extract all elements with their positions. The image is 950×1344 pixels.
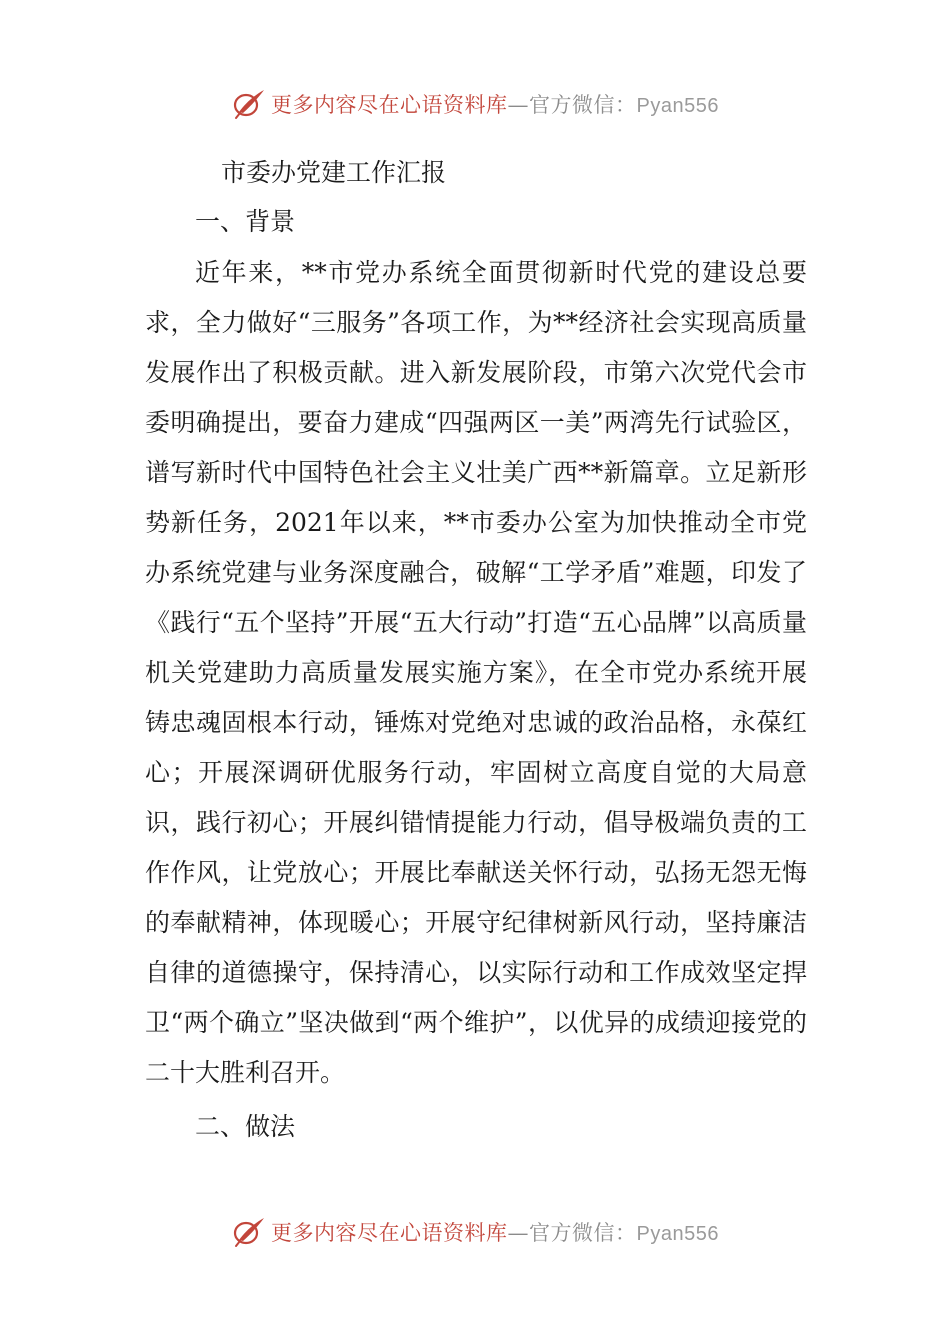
banner-gray-text: —官方微信： bbox=[507, 1221, 637, 1245]
document-title: 市委办党建工作汇报 bbox=[221, 158, 447, 187]
banner-red-text: 更多内容尽在心语资料库 bbox=[271, 1221, 508, 1245]
footer-watermark-banner bbox=[0, 1210, 950, 1254]
banner-text bbox=[271, 89, 719, 119]
section-heading-background: 一、背景 bbox=[195, 207, 296, 236]
banner-text bbox=[271, 1217, 719, 1247]
header-watermark-banner bbox=[0, 82, 950, 126]
banner-handle: Pyan556 bbox=[636, 95, 719, 117]
quill-logo-icon bbox=[231, 1214, 267, 1250]
section-heading-methods: 二、做法 bbox=[195, 1112, 296, 1141]
banner-handle: Pyan556 bbox=[636, 1223, 719, 1245]
banner-red-text: 更多内容尽在心语资料库 bbox=[271, 93, 508, 117]
quill-logo-icon bbox=[231, 86, 267, 122]
banner-gray-text: —官方微信： bbox=[507, 93, 637, 117]
background-paragraph: 近年来，**市党办系统全面贯彻新时代党的建设总要求，全力做好“三服务”各项工作，为**经济社会实现高质量发展作出了积极贡献。进入新发展阶段，市第六次党代会市委明确提出，要奋力建成“四强两区一美”两湾先行试验区，谱写新时代中国特色社会主义壮美广西**新篇章。立足新形势新任务，2021年以来，**市委办公室为加快推动全市党办系统党建与业务深度融合，破解“工学矛盾”难题，印发了《践行“五个坚持”开展“五大行动”打造“五心品牌”以高质量机关党建助力高质量发展实施方案》，在全市党办系统开展铸忠魂固根本行动，锤炼对党绝对忠诚的政治品格，永葆红心；开展深调研优服务行动，牢固树立高度自觉的大局意识，践行初心；开展纠错情提能力行动，倡导极端负责的工作作风，让党放心；开展比奉献送关怀行动，弘扬无怨无悔的奉献精神，体现暖心；开展守纪律树新风行动，坚持廉洁自律的道德操守，保持清心，以实际行动和工作成效坚定捍卫“两个确立”坚决做到“两个维护”，以优异的成绩迎接党的二十大胜利召开。 bbox=[145, 258, 807, 1087]
document-body bbox=[145, 150, 807, 1152]
